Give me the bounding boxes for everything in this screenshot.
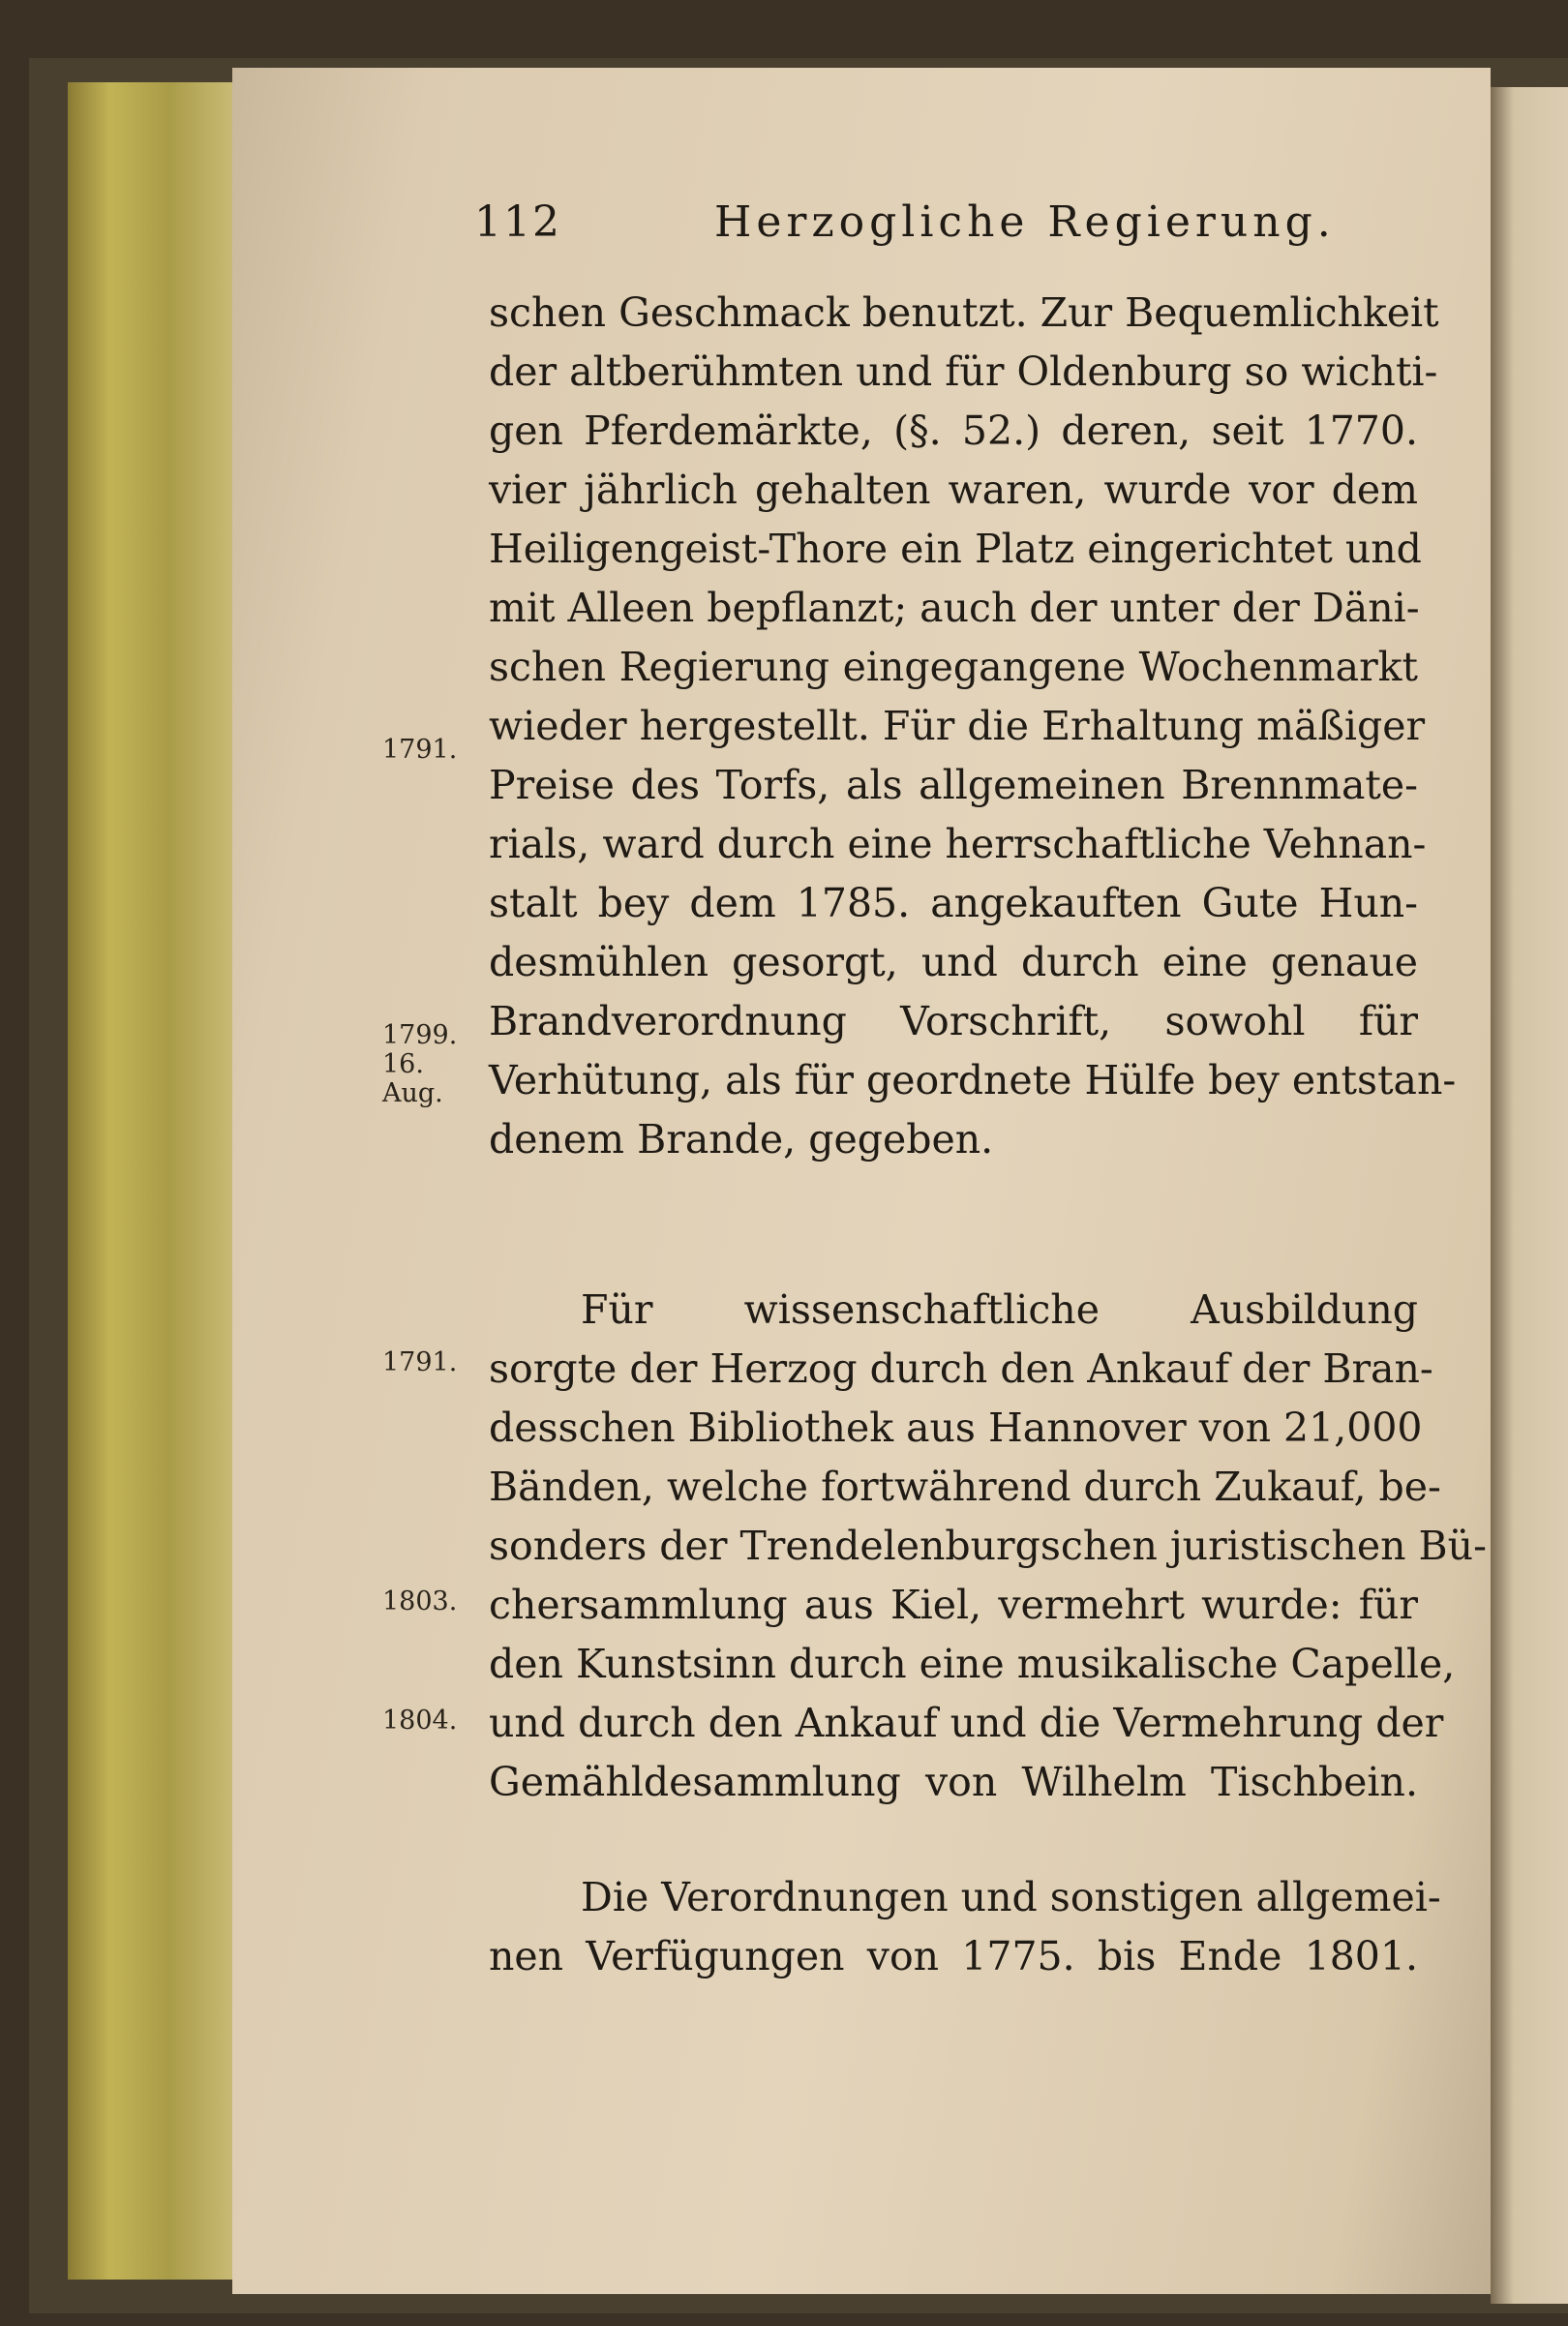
text-line: stalt bey dem 1785. angekauften Gute Hun- [489,880,1418,926]
text-line: vier jährlich gehalten waren, wurde vor dem [489,467,1418,513]
text-line: desschen Bibliothek aus Hannover von 21,000 [489,1405,1423,1451]
text-line: Gemähldesammlung von Wilhelm Tischbein. [489,1759,1418,1805]
text-line: Bänden, welche fortwährend durch Zukauf, be- [489,1464,1441,1510]
text-line: wieder hergestellt. Für die Erhaltung mäßiger [489,703,1426,749]
margin-date: 1803. [382,1586,458,1616]
paragraph-3 [489,1868,1441,1986]
margin-date: 1791. [382,735,458,765]
text-line: chersammlung aus Kiel, vermehrt wurde: für [489,1582,1418,1628]
text-line: denem Brande, gegeben. [489,1116,994,1163]
text-line: der altberühmten und für Oldenburg so wichti- [489,348,1438,395]
text-line: und durch den Ankauf und die Vermehrung der [489,1700,1444,1746]
margin-date: 1804. [382,1706,458,1736]
paragraph-1 [489,284,1457,1169]
text-line: Heiligengeist-Thore ein Platz eingerichtet und [489,526,1422,572]
text-line: Brandverordnung Vorschrift, sowohl für [489,998,1418,1044]
margin-date: 1799. 16. Aug. [382,1020,458,1108]
paragraph-2 [489,1281,1487,1812]
text-line: desmühlen gesorgt, und durch eine genaue [489,939,1418,985]
next-page-edge [1491,87,1568,2304]
margin-date: 1791. [382,1347,458,1377]
text-line: schen Regierung eingegangene Wochenmarkt [489,644,1418,690]
text-line: Für wissenschaftliche Ausbildung [581,1286,1418,1333]
header-title: Herzogliche Regierung. [714,197,1336,247]
text-line: Preise des Torfs, als allgemeinen Brennmate- [489,762,1418,808]
text-line: Die Verordnungen und sonstigen allgemei- [581,1874,1441,1920]
page-number: 112 [474,197,561,247]
text-line: schen Geschmack benutzt. Zur Bequemlichkeit [489,289,1439,336]
page-edge [68,82,237,2280]
running-head [474,189,1423,257]
text-line: Verhütung, als für geordnete Hülfe bey entstan- [489,1057,1457,1103]
text-line: mit Alleen bepflanzt; auch der unter der Däni- [489,585,1420,631]
text-line: den Kunstsinn durch eine musikalische Capelle, [489,1641,1456,1687]
text-line: nen Verfügungen von 1775. bis Ende 1801. [489,1933,1418,1979]
text-line: gen Pferdemärkte, (§. 52.) deren, seit 1770. [489,408,1418,454]
text-line: sonders der Trendelenburgschen juristischen Bü- [489,1523,1487,1569]
text-line: rials, ward durch eine herrschaftliche Vehnan- [489,821,1427,867]
text-line: sorgte der Herzog durch den Ankauf der Bran- [489,1345,1433,1392]
